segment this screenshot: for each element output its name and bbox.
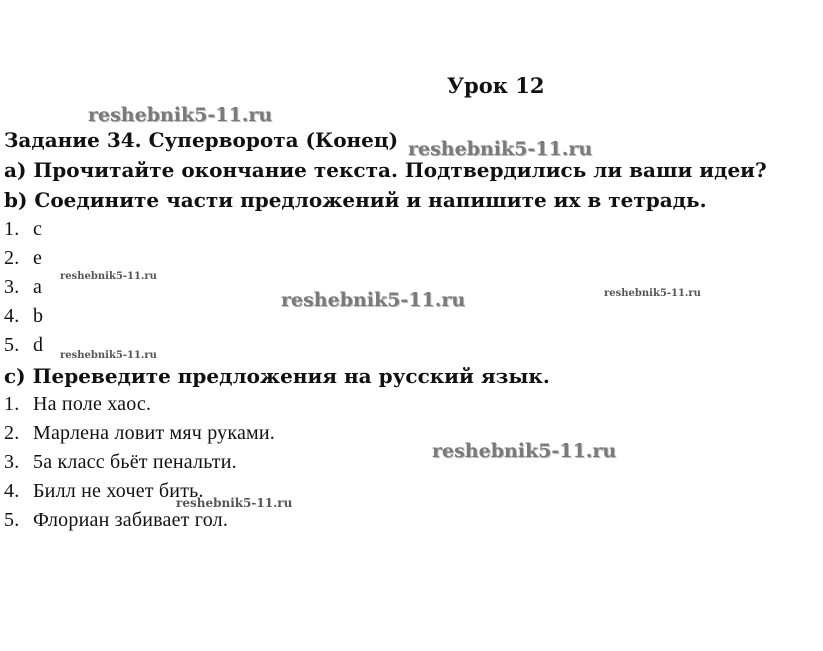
part-c-item: 1. На поле хаос. [4,393,152,415]
watermark: reshebnik5-11.ru [60,271,157,282]
part-b-item: 4. b [4,305,44,327]
part-b-instruction: b) Соедините части предложений и напишите их в тетрадь. [4,188,707,212]
part-c-item: 3. 5а класс бьёт пенальти. [4,451,237,473]
watermark: reshebnik5-11.ru [176,496,293,510]
watermark: reshebnik5-11.ru [60,350,157,361]
watermark: reshebnik5-11.ru [88,104,273,126]
part-c-item: 4. Билл не хочет бить. [4,480,204,502]
watermark: reshebnik5-11.ru [281,289,466,311]
part-a-instruction: a) Прочитайте окончание текста. Подтвердились ли ваши идеи? [4,158,767,182]
part-c-instruction: c) Переведите предложения на русский язык. [4,364,550,388]
part-b-item: 2. e [4,247,43,269]
watermark: reshebnik5-11.ru [408,138,593,160]
lesson-title: Урок 12 [447,73,545,98]
watermark: reshebnik5-11.ru [604,288,701,299]
watermark: reshebnik5-11.ru [432,440,617,462]
part-c-item: 2. Марлена ловит мяч руками. [4,422,276,444]
part-b-item: 1. c [4,218,43,240]
part-c-item: 5. Флориан забивает гол. [4,509,229,531]
part-b-item: 5. d [4,334,44,356]
part-b-item: 3. a [4,276,43,298]
task-title: Задание 34. Суперворота (Конец) [4,128,399,152]
